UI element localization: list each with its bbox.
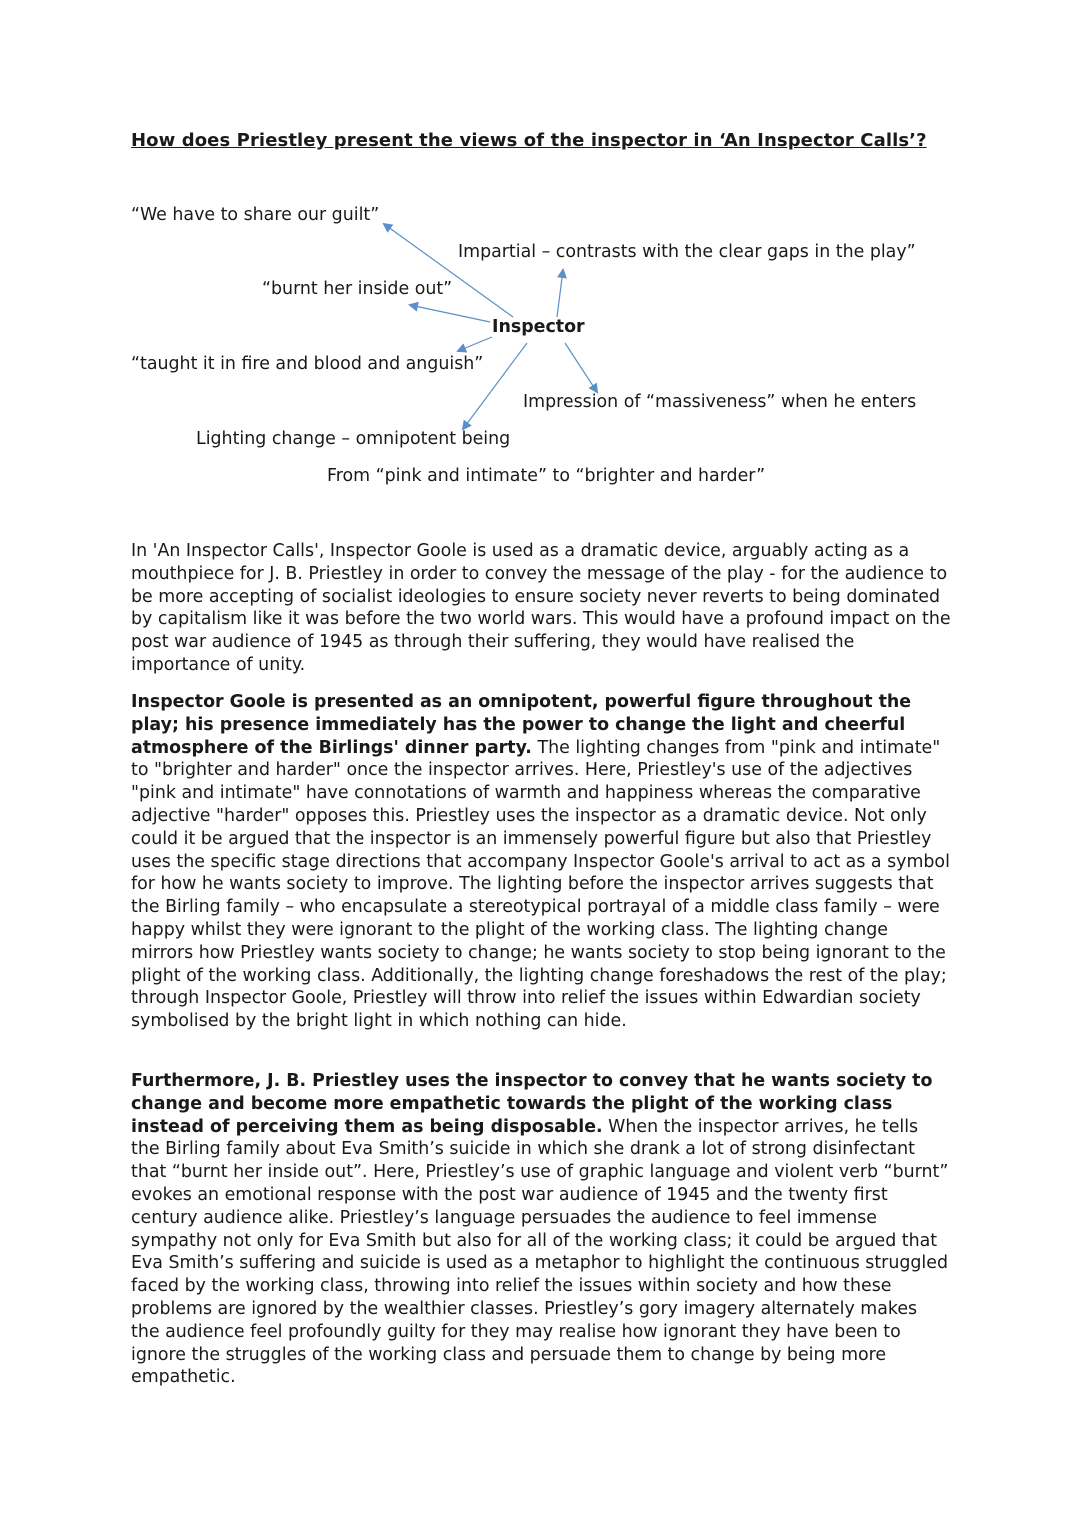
mindmap-node-fire-blood: “taught it in fire and blood and anguish”: [131, 354, 484, 374]
paragraph-text: In 'An Inspector Calls', Inspector Goole is used as a dramatic device, arguably acting as a mouthpiece for J. B. Priestley in order to convey the message of the play - for the audience to be more accepting of socialist ideologies to ensure society never reverts to being dominated by capitalism like it was before the two world wars. This would have a profound impact on the post war audience of 1945 as through their suffering, they would have realised the importance of unity.: [131, 541, 951, 675]
page-title: How does Priestley present the views of the inspector in ‘An Inspector Calls’?: [131, 130, 927, 151]
mindmap-node-massiveness: Impression of “massiveness” when he enters: [523, 392, 917, 412]
mindmap-node-lighting: Lighting change – omnipotent being: [196, 429, 511, 449]
arrow-to-share-guilt: [384, 224, 513, 317]
arrow-to-fire-blood: [458, 337, 492, 351]
mindmap-node-share-guilt: “We have to share our guilt”: [131, 205, 380, 225]
essay-paragraph-lighting: [131, 691, 951, 1033]
arrow-to-burnt: [410, 305, 490, 322]
arrow-to-massiveness: [565, 343, 597, 392]
mindmap-node-burnt: “burnt her inside out”: [262, 279, 453, 299]
mindmap-center-inspector: Inspector: [492, 317, 585, 337]
arrow-to-impartial: [557, 270, 563, 317]
mindmap-node-pink: From “pink and intimate” to “brighter and harder”: [327, 466, 766, 486]
paragraph-text: The lighting changes from "pink and intimate" to "brighter and harder" once the inspector arrives. Here, Priestley's use of the adjectives "pink and intimate" have connotations of warmth and happiness whereas the comparative adjective "harder" opposes this. Priestley uses the inspector as a dramatic device. Not only could it be argued that the inspector is an immensely powerful figure but also that Priestley uses the specific stage directions that accompany Inspector Goole's arrival to act as a symbol for how he wants society to improve. The lighting before the inspector arrives suggests that the Birling family – who encapsulate a stereotypical portrayal of a middle class family – were happy whilst they were ignorant to the plight of the working class. The lighting change mirrors how Priestley wants society to change; he wants society to stop being ignorant to the plight of the working class. Additionally, the lighting change foreshadows the rest of the play; through Inspector Goole, Priestley will throw into relief the issues within Edwardian society symbolised by the bright light in which nothing can hide.: [131, 737, 950, 1032]
paragraph-topic-sentence: Inspector Goole is presented as an omnipotent, powerful figure throughout the play; his presence immediately has the power to change the light and cheerful atmosphere of the Birlings' dinner party.: [131, 692, 912, 758]
essay-paragraph-empathy: [131, 1070, 951, 1389]
essay-paragraph-intro: [131, 540, 951, 677]
mindmap-node-impartial: Impartial – contrasts with the clear gaps in the play”: [458, 242, 916, 262]
paragraph-topic-sentence: Furthermore, J. B. Priestley uses the inspector to convey that he wants society to change and become more empathetic towards the plight of the working class instead of perceiving them as being disposable.: [131, 1071, 933, 1137]
paragraph-text: When the inspector arrives, he tells the Birling family about Eva Smith’s suicide in which she drank a lot of strong disinfectant that “burnt her inside out”. Here, Priestley’s use of graphic language and violent verb “burnt” evokes an emotional response with the post war audience of 1945 and the twenty first century audience alike. Priestley’s language persuades the audience to feel immense sympathy not only for Eva Smith but also for all of the working class; it could be argued that Eva Smith’s suffering and suicide is used as a metaphor to highlight the continuous struggled faced by the working class, throwing into relief the issues within society and how these problems are ignored by the wealthier classes. Priestley’s gory imagery alternately makes the audience feel profoundly guilty for they may realise how ignorant they have been to ignore the struggles of the working class and persuade them to change by being more empathetic.: [131, 1116, 949, 1388]
